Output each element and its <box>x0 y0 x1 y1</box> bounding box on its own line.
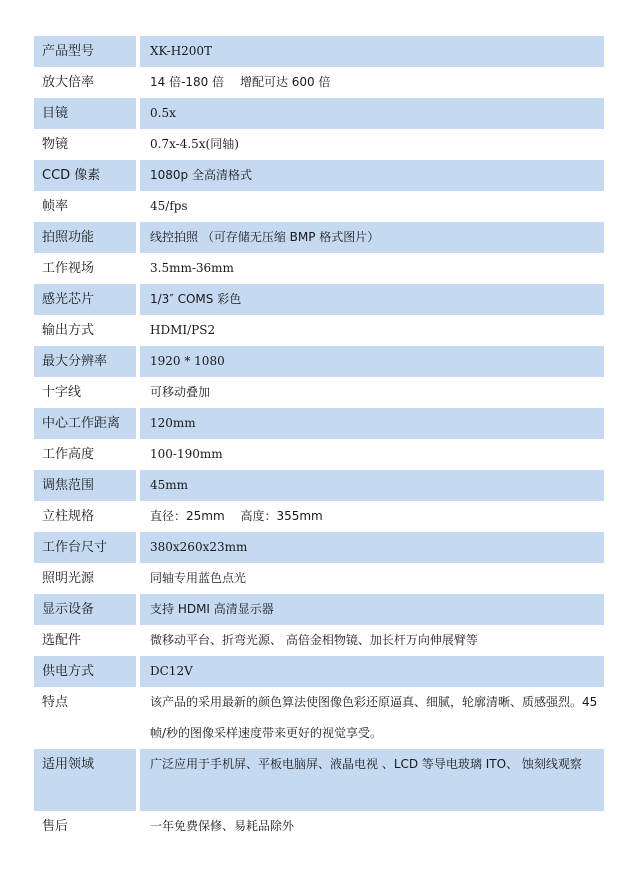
spec-label: 物镜 <box>42 137 69 152</box>
spec-label: CCD 像素 <box>34 160 136 191</box>
spec-row-power <box>34 656 604 687</box>
spec-label: 工作高度 <box>42 447 95 462</box>
spec-value: 一年免费保修、易耗品除外 <box>150 819 295 833</box>
spec-row-magnification <box>34 67 604 98</box>
spec-label: 放大倍率 <box>42 75 95 90</box>
spec-value: 1/3″ COMS 彩色 <box>140 284 604 315</box>
spec-value: 广泛应用于手机屏、平板电脑屏、液晶电视 、LCD 等导电玻璃 ITO、 蚀刻线观察 <box>140 749 604 811</box>
spec-row-accessories <box>34 625 604 656</box>
spec-label: 售后 <box>42 819 69 834</box>
spec-value: 120mm <box>140 408 604 439</box>
spec-value: 支持 HDMI 高清显示器 <box>140 594 604 625</box>
spec-value: 45/fps <box>150 199 188 213</box>
spec-label: 输出方式 <box>42 323 95 338</box>
spec-row-ccd-pixels <box>34 160 604 191</box>
spec-label: 中心工作距离 <box>34 408 136 439</box>
spec-row-working-height <box>34 439 604 470</box>
spec-row-eyepiece <box>34 98 604 129</box>
spec-value: HDMI/PS2 <box>150 323 216 337</box>
spec-row-output <box>34 315 604 346</box>
spec-value: 100-190mm <box>150 447 223 461</box>
spec-label: 显示设备 <box>34 594 136 625</box>
spec-table <box>34 36 604 842</box>
spec-row-model <box>34 36 604 67</box>
spec-value: 可移动叠加 <box>150 385 211 399</box>
spec-row-column-spec <box>34 501 604 532</box>
spec-row-stage-size <box>34 532 604 563</box>
spec-row-applications <box>34 749 604 811</box>
spec-label: 工作台尺寸 <box>34 532 136 563</box>
spec-label: 立柱规格 <box>42 509 95 524</box>
spec-label: 帧率 <box>42 199 69 214</box>
spec-label: 调焦范围 <box>34 470 136 501</box>
spec-row-crosshair <box>34 377 604 408</box>
spec-value: 3.5mm-36mm <box>150 261 234 275</box>
spec-row-after-sales <box>34 811 604 842</box>
spec-row-display <box>34 594 604 625</box>
spec-row-focus-range <box>34 470 604 501</box>
spec-label: 工作视场 <box>42 261 95 276</box>
spec-value: XK-H200T <box>140 36 604 67</box>
spec-value: 380x260x23mm <box>140 532 604 563</box>
spec-value: 同轴专用蓝色点光 <box>150 571 247 585</box>
spec-row-max-resolution <box>34 346 604 377</box>
spec-value: 直径：25mm 高度：355mm <box>150 509 323 523</box>
spec-value: 该产品的采用最新的颜色算法使图像色彩还原逼真、细腻，轮廓清晰、质感强烈。45 帧/秒的图像采样速度带来更好的视觉享受。 <box>150 695 598 740</box>
spec-label: 目镜 <box>34 98 136 129</box>
spec-value: DC12V <box>140 656 604 687</box>
spec-label: 十字线 <box>42 385 82 400</box>
spec-label: 特点 <box>42 695 69 710</box>
spec-label: 最大分辨率 <box>34 346 136 377</box>
spec-label: 供电方式 <box>34 656 136 687</box>
spec-row-objective <box>34 129 604 160</box>
spec-value: 线控拍照 （可存储无压缩 BMP 格式图片） <box>140 222 604 253</box>
spec-row-working-distance <box>34 408 604 439</box>
spec-row-field-of-view <box>34 253 604 284</box>
spec-row-photo-function <box>34 222 604 253</box>
spec-label: 感光芯片 <box>34 284 136 315</box>
spec-value: 1080p 全高清格式 <box>140 160 604 191</box>
spec-row-sensor <box>34 284 604 315</box>
spec-label: 适用领域 <box>34 749 136 811</box>
spec-row-frame-rate <box>34 191 604 222</box>
spec-value: 0.7x-4.5x(同轴) <box>150 137 239 151</box>
spec-row-features <box>34 687 604 749</box>
spec-value: 14 倍-180 倍 增配可达 600 倍 <box>150 75 331 89</box>
spec-value: 1920 * 1080 <box>140 346 604 377</box>
spec-row-light-source <box>34 563 604 594</box>
spec-label: 选配件 <box>42 633 82 648</box>
spec-value: 微移动平台、折弯光源、 高倍金相物镜、加长杆万向伸展臂等 <box>150 633 478 647</box>
spec-value: 45mm <box>140 470 604 501</box>
spec-label: 产品型号 <box>34 36 136 67</box>
spec-label: 照明光源 <box>42 571 95 586</box>
spec-label: 拍照功能 <box>34 222 136 253</box>
spec-value: 0.5x <box>140 98 604 129</box>
